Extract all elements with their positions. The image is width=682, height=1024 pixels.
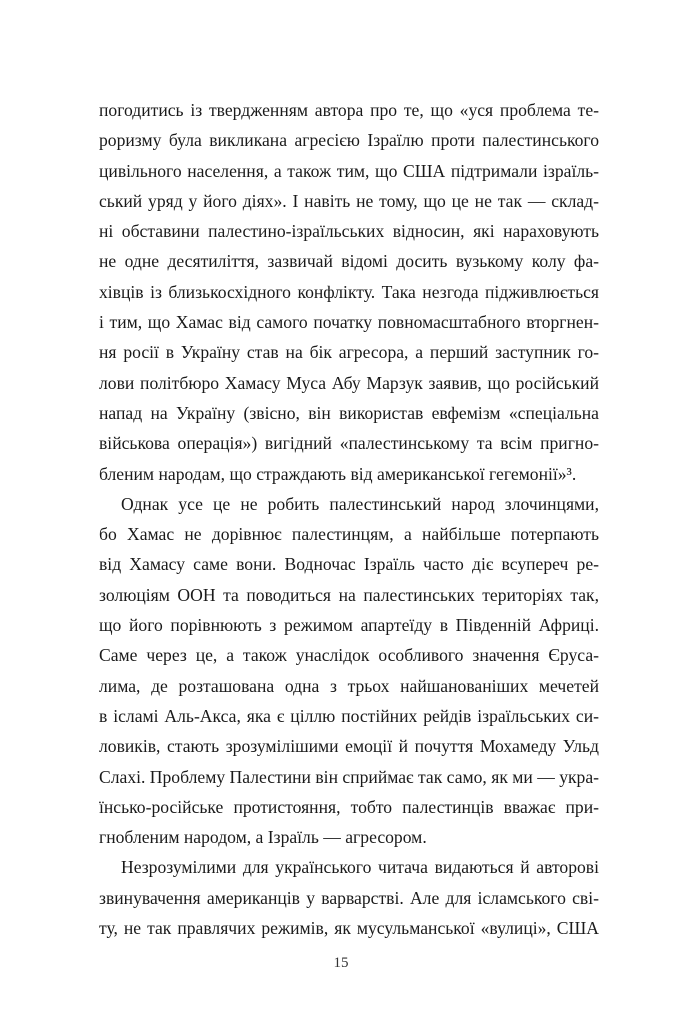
- paragraph-3: [99, 852, 599, 943]
- text-line: ня росії в Україну став на бік агресора, а перший заступник го-: [99, 342, 599, 363]
- text-line: військова операція») вигідний «палестинському та всім пригно-: [99, 433, 599, 454]
- text-line: ський уряд у його діях». І навіть не тому, що це не так — склад-: [99, 190, 599, 211]
- text-line: від Хамасу саме вони. Водночас Ізраїль часто діє всупереч ре-: [99, 554, 599, 575]
- text-line: ловиків, стають зрозумілішими емоції й почуття Мохамеду Ульд: [99, 736, 599, 757]
- text-line: гнобленим народом, а Ізраїль — агресором.: [99, 827, 427, 848]
- text-line: Саме через це, а також унаслідок особливого значення Єруса-: [99, 645, 599, 666]
- text-line: лови політбюро Хамасу Муса Абу Марзук заявив, що російський: [99, 372, 599, 393]
- paragraph-1: [99, 95, 599, 489]
- page-number: 15: [333, 955, 349, 971]
- text-line: ту, не так правлячих режимів, як мусульманської «вулиці», США: [99, 918, 599, 939]
- text-line: не одне десятиліття, зазвичай відомі досить вузькому колу фа-: [99, 251, 599, 272]
- text-line: золюціям ООН та поводиться на палестинських територіях так,: [99, 584, 599, 605]
- text-line: звинувачення американців у варварстві. Але для ісламського сві-: [99, 887, 599, 908]
- body-text: [99, 95, 599, 943]
- text-line: і тим, що Хамас від самого початку повномасштабного вторгнен-: [99, 312, 599, 333]
- text-line: роризму була викликана агресією Ізраїлю проти палестинського: [99, 130, 599, 151]
- text-line: бленим народам, що страждають від американської гегемонії»³.: [99, 463, 577, 484]
- text-line: цивільного населення, а також тим, що США підтримали ізраїль-: [99, 160, 599, 181]
- text-line: напад на Україну (звісно, він використав евфемізм «спеціальна: [99, 402, 599, 423]
- text-line: їнсько-російське протистояння, тобто палестинців вважає при-: [99, 796, 599, 817]
- text-line: погодитись із твердженням автора про те, що «уся проблема те-: [99, 100, 599, 120]
- text-line: хівців із близькосхідного конфлікту. Така незгода підживлюється: [99, 281, 599, 302]
- text-line: в ісламі Аль-Акса, яка є ціллю постійних рейдів ізраїльських си-: [99, 705, 599, 726]
- paragraph-2: [99, 489, 599, 853]
- text-line: Слахі. Проблему Палестини він сприймає так само, як ми — укра-: [99, 766, 600, 787]
- text-line: що його порівнюють з режимом апартеїду в Південній Африці.: [99, 615, 599, 636]
- text-line: бо Хамас не дорівнює палестинцям, а найбільше потерпають: [99, 524, 599, 545]
- text-line: Однак усе це не робить палестинський народ злочинцями,: [121, 493, 599, 514]
- text-line: лима, де розташована одна з трьох найшанованіших мечетей: [99, 675, 599, 696]
- text-line: Незрозумілими для українського читача видаються й авторові: [121, 857, 599, 878]
- text-line: ні обставини палестино-ізраїльських відносин, які нараховують: [99, 221, 599, 242]
